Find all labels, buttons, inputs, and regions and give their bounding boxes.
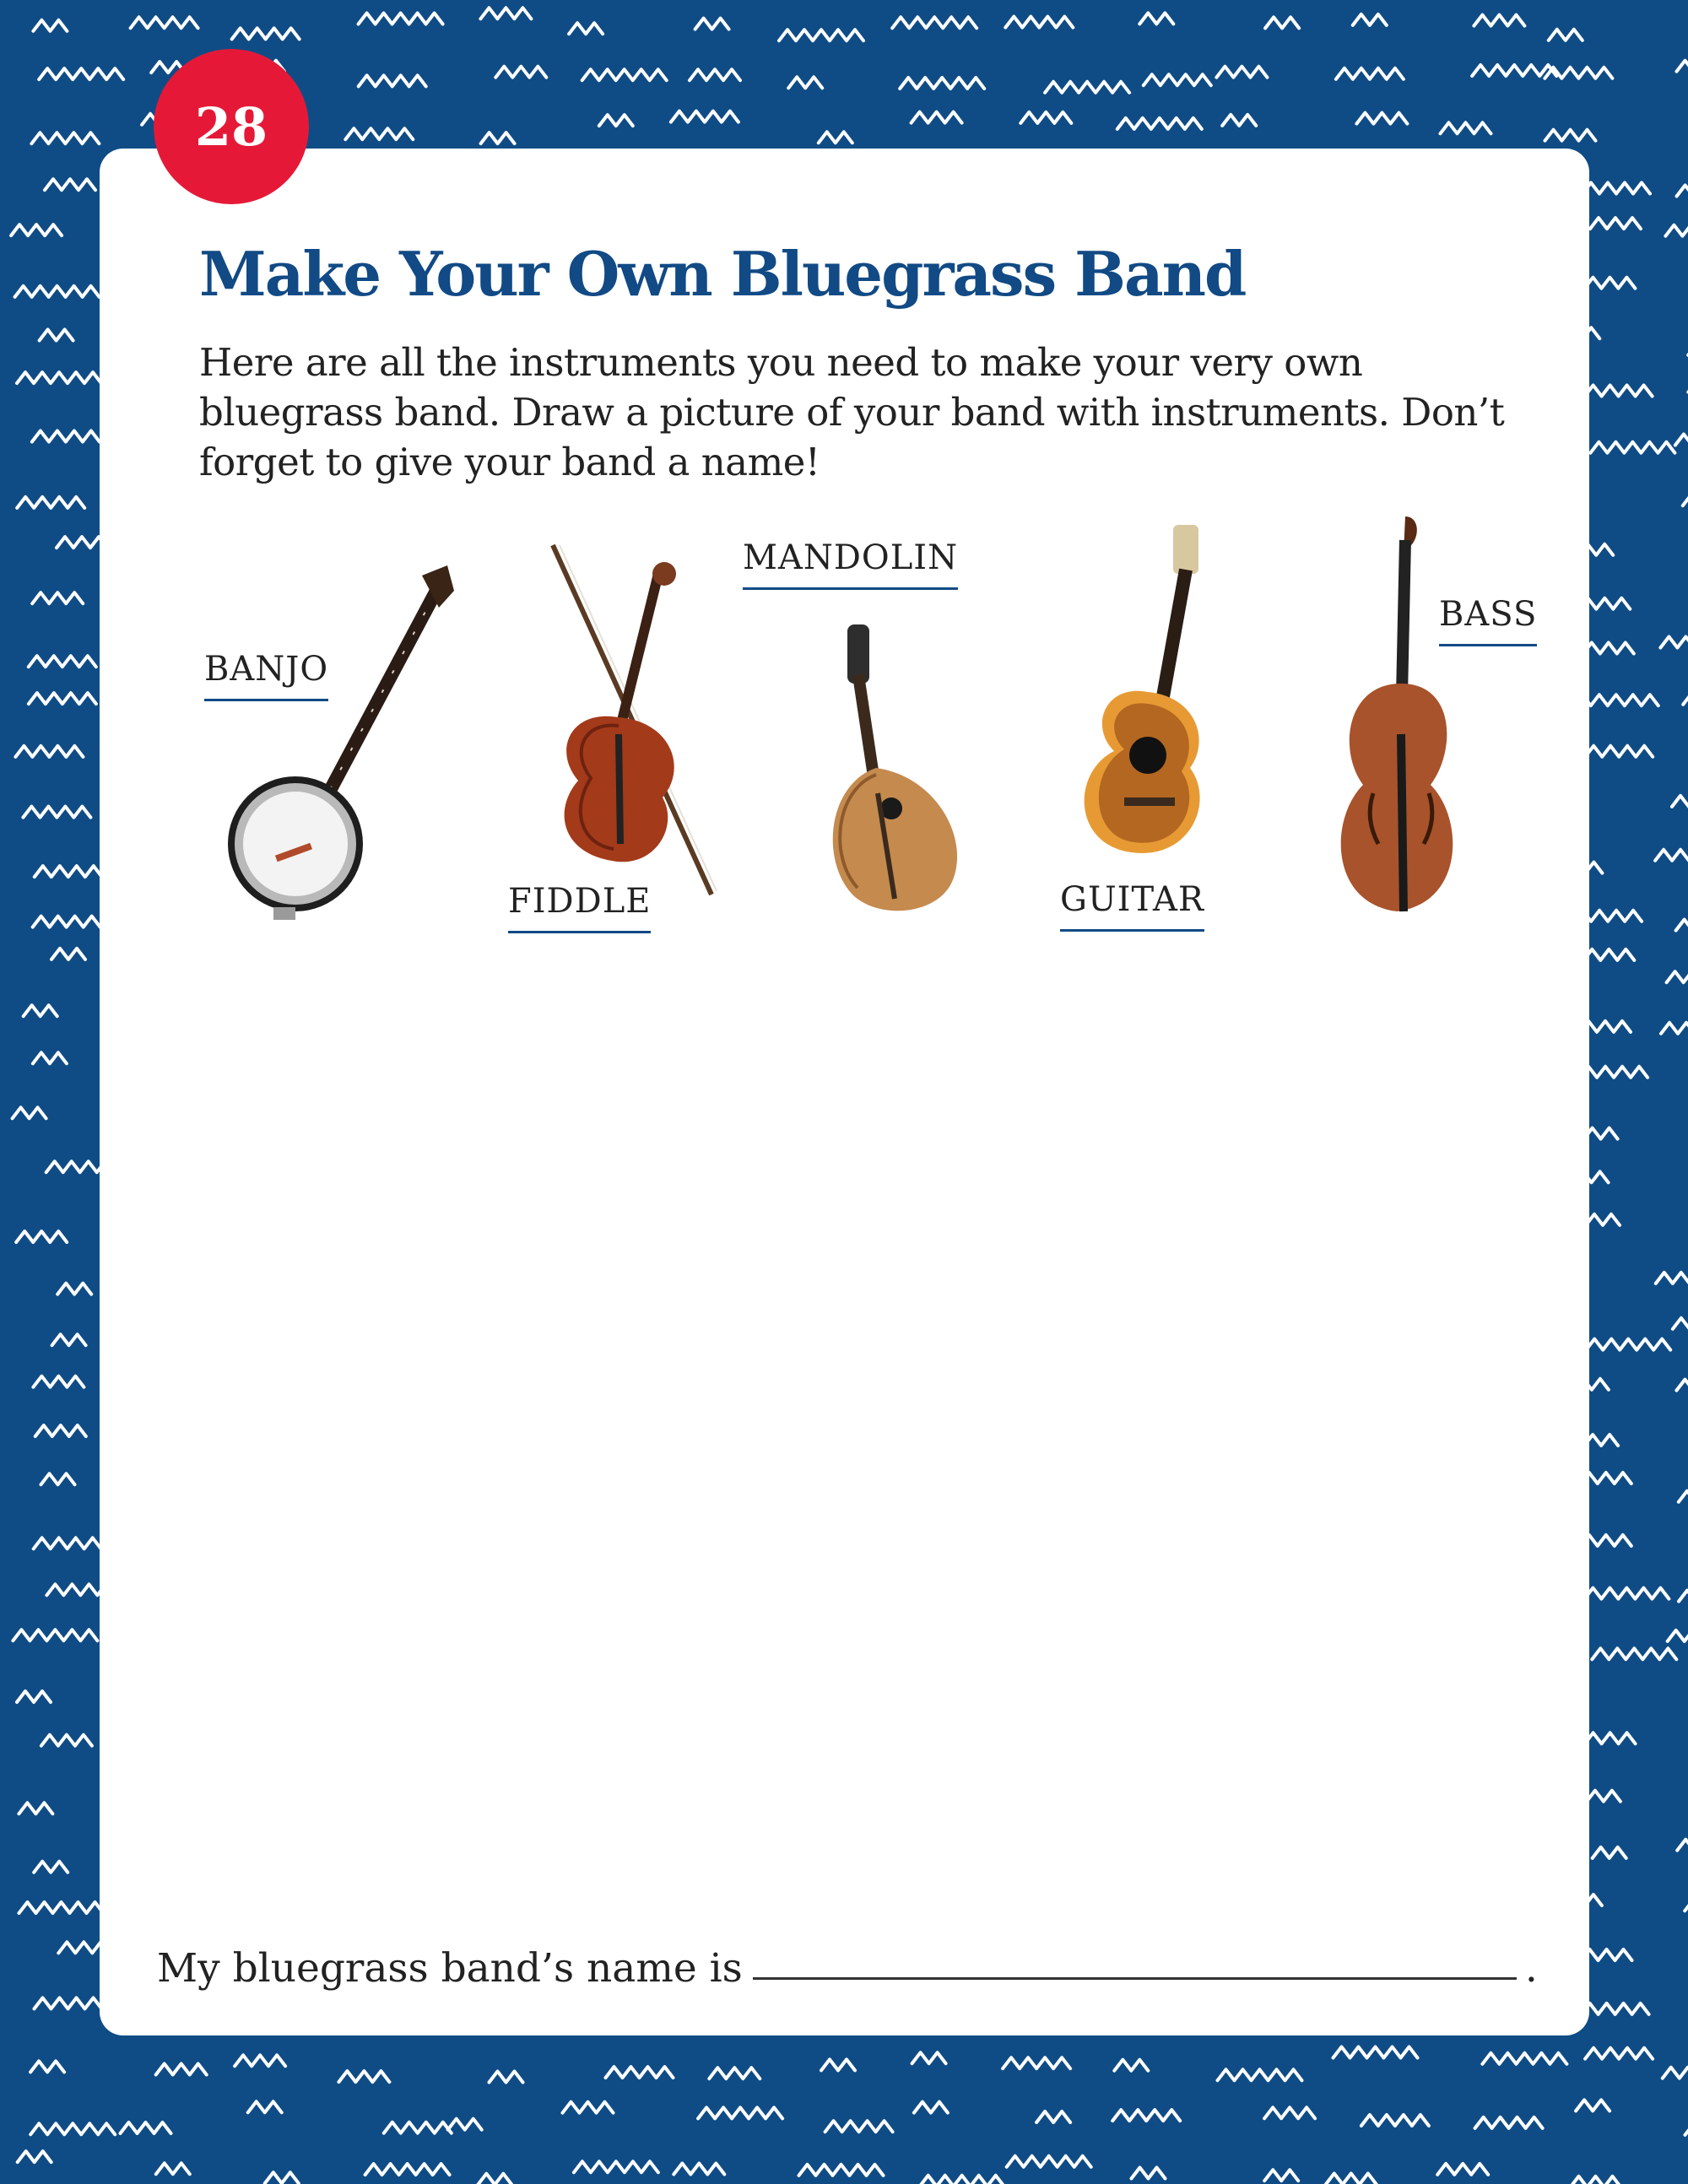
zigzag-scribble (1264, 2107, 1315, 2118)
zigzag-scribble (1672, 796, 1688, 807)
zigzag-scribble (16, 1231, 67, 1242)
fiddle-label: FIDDLE (508, 882, 651, 933)
zigzag-scribble (1685, 1900, 1688, 1911)
zigzag-scribble (1679, 1591, 1688, 1602)
zigzag-scribble (478, 2174, 511, 2184)
zigzag-scribble (1590, 218, 1641, 229)
zigzag-scribble (1677, 1840, 1688, 1851)
zigzag-scribble (1668, 1630, 1688, 1641)
page-number: 28 (194, 95, 268, 158)
zigzag-scribble (235, 2055, 285, 2066)
zigzag-scribble (1677, 186, 1688, 197)
zigzag-scribble (1117, 118, 1202, 129)
zigzag-scribble (1334, 2047, 1418, 2058)
zigzag-scribble (1576, 2100, 1610, 2111)
zigzag-scribble (1475, 2117, 1543, 2128)
banjo-image (221, 565, 457, 920)
zigzag-scribble (1007, 2156, 1091, 2167)
zigzag-scribble (15, 746, 83, 757)
zigzag-scribble (232, 28, 300, 39)
zigzag-scribble (671, 111, 738, 122)
zigzag-scribble (1545, 130, 1596, 141)
zigzag-scribble (1036, 2111, 1070, 2122)
zigzag-scribble (1474, 15, 1524, 26)
zigzag-scribble (248, 2101, 282, 2112)
zigzag-scribble (599, 115, 633, 126)
zigzag-scribble (709, 2068, 760, 2079)
mandolin-label: MANDOLIN (743, 538, 958, 590)
zigzag-scribble (495, 67, 546, 78)
guitar-image (1063, 523, 1215, 861)
zigzag-scribble (606, 2067, 674, 2078)
zigzag-scribble (569, 23, 603, 34)
zigzag-scribble (31, 132, 99, 143)
zigzag-scribble (1472, 65, 1556, 76)
zigzag-scribble (17, 1691, 51, 1702)
zigzag-scribble (1216, 67, 1267, 78)
zigzag-scribble (825, 2121, 893, 2132)
zigzag-scribble (1139, 13, 1173, 24)
zigzag-scribble (1020, 112, 1071, 123)
zigzag-scribble (582, 69, 667, 80)
zigzag-scribble (131, 17, 198, 28)
zigzag-scribble (819, 132, 852, 143)
zigzag-scribble (1264, 2170, 1298, 2181)
zigzag-scribble (480, 8, 531, 19)
band-name-prompt (157, 1945, 1538, 1992)
zigzag-scribble (45, 179, 95, 190)
zigzag-scribble (799, 2165, 884, 2176)
page-title: Make Your Own Bluegrass Band (199, 238, 1246, 310)
zigzag-scribble (13, 1630, 97, 1641)
zigzag-scribble (51, 949, 85, 960)
zigzag-scribble (1586, 1214, 1620, 1225)
band-name-blank[interactable] (753, 1977, 1517, 1980)
zigzag-scribble (1685, 2124, 1688, 2135)
zigzag-scribble (481, 132, 515, 143)
bass-image (1312, 515, 1481, 920)
zigzag-scribble (920, 2176, 1004, 2184)
zigzag-scribble (15, 286, 100, 297)
zigzag-scribble (1336, 68, 1404, 79)
zigzag-scribble (156, 2064, 207, 2075)
zigzag-scribble (821, 2059, 855, 2070)
zigzag-scribble (39, 68, 123, 79)
zigzag-scribble (11, 224, 62, 235)
zigzag-scribble (1586, 1339, 1670, 1350)
zigzag-scribble (13, 1107, 46, 1118)
banjo-label: BANJO (204, 650, 328, 701)
zigzag-scribble (1003, 2057, 1070, 2068)
zigzag-scribble (1441, 122, 1491, 133)
zigzag-scribble (1353, 14, 1387, 25)
zigzag-scribble (490, 2072, 523, 2083)
zigzag-scribble (57, 1284, 91, 1295)
zigzag-scribble (32, 592, 83, 603)
zigzag-scribble (1677, 61, 1688, 72)
zigzag-scribble (1112, 2110, 1180, 2121)
zigzag-scribble (1661, 1023, 1688, 1034)
zigzag-scribble (1144, 74, 1211, 85)
zigzag-scribble (33, 20, 67, 31)
zigzag-scribble (912, 112, 962, 123)
zigzag-scribble (912, 2052, 946, 2063)
zigzag-scribble (359, 14, 443, 24)
zigzag-scribble (23, 807, 90, 818)
mandolin-image (810, 624, 979, 920)
zigzag-scribble (1585, 2048, 1653, 2059)
zigzag-scribble (40, 330, 73, 341)
zigzag-scribble (1655, 850, 1688, 861)
zigzag-scribble (448, 2119, 482, 2130)
zigzag-scribble (1663, 2068, 1688, 2079)
zigzag-scribble (1584, 1588, 1669, 1599)
zigzag-scribble (33, 916, 100, 927)
zigzag-scribble (29, 693, 96, 704)
zigzag-scribble (338, 2071, 389, 2082)
zigzag-scribble (698, 2107, 782, 2118)
zigzag-scribble (384, 2122, 452, 2133)
zigzag-scribble (35, 1425, 86, 1436)
guitar-label: GUITAR (1060, 880, 1204, 932)
zigzag-scribble (33, 1376, 84, 1387)
zigzag-scribble (674, 2164, 724, 2175)
zigzag-scribble (41, 1735, 92, 1746)
zigzag-scribble (19, 1902, 104, 1913)
zigzag-scribble (156, 2163, 190, 2174)
page-number-badge (154, 49, 309, 204)
zigzag-scribble (1679, 1491, 1688, 1502)
zigzag-scribble (17, 372, 101, 383)
zigzag-scribble (1667, 971, 1688, 982)
zigzag-scribble (1593, 1847, 1626, 1858)
zigzag-scribble (345, 128, 413, 139)
zigzag-scribble (1218, 2069, 1302, 2080)
zigzag-scribble (1665, 225, 1688, 236)
zigzag-scribble (574, 2161, 658, 2172)
zigzag-scribble (900, 78, 984, 89)
zigzag-scribble (18, 2151, 51, 2162)
zigzag-scribble (1673, 1318, 1688, 1329)
zigzag-scribble (24, 1005, 57, 1016)
zigzag-scribble (265, 2172, 299, 2183)
zigzag-scribble (1590, 442, 1674, 453)
zigzag-scribble (1132, 2168, 1166, 2179)
zigzag-scribble (779, 30, 863, 41)
zigzag-scribble (695, 19, 729, 30)
zigzag-scribble (1660, 637, 1688, 648)
zigzag-scribble (1592, 1648, 1676, 1659)
zigzag-scribble (1549, 30, 1582, 41)
zigzag-scribble (1265, 17, 1299, 28)
zigzag-scribble (359, 75, 426, 86)
zigzag-scribble (788, 77, 822, 88)
zigzag-scribble (1676, 920, 1688, 931)
zigzag-scribble (1683, 495, 1688, 505)
zigzag-scribble (1356, 113, 1407, 124)
zigzag-scribble (17, 497, 84, 508)
zigzag-scribble (52, 1334, 86, 1345)
zigzag-scribble (1005, 17, 1073, 28)
zigzag-scribble (34, 1862, 68, 1873)
zigzag-scribble (41, 1473, 75, 1484)
zigzag-scribble (365, 2164, 450, 2175)
zigzag-scribble (121, 2122, 171, 2133)
zigzag-scribble (1114, 2060, 1148, 2071)
zigzag-scribble (914, 2102, 948, 2113)
zigzag-scribble (1583, 643, 1634, 654)
zigzag-scribble (33, 1052, 67, 1063)
zigzag-scribble (1580, 1067, 1647, 1078)
zigzag-scribble (1482, 2053, 1566, 2064)
zigzag-scribble (1361, 2115, 1429, 2126)
zigzag-scribble (29, 656, 96, 667)
zigzag-scribble (1571, 2176, 1621, 2184)
zigzag-scribble (892, 17, 977, 28)
zigzag-scribble (1676, 1380, 1688, 1391)
zigzag-scribble (1656, 1273, 1688, 1284)
zigzag-scribble (563, 2102, 614, 2113)
zigzag-scribble (1326, 2174, 1377, 2184)
zigzag-scribble (1675, 435, 1688, 446)
band-name-period: . (1524, 1945, 1538, 1992)
zigzag-scribble (1683, 694, 1688, 705)
band-name-prompt-text: My bluegrass band’s name is (157, 1945, 743, 1992)
bass-label: BASS (1439, 595, 1537, 646)
intro-text: Here are all the instruments you need to make your very own bluegrass band. Draw a picture of your band with instruments. Don’t forget to give your band a name! (199, 340, 1505, 484)
fiddle-image (519, 540, 722, 911)
zigzag-scribble (690, 69, 740, 80)
zigzag-scribble (1045, 82, 1129, 93)
zigzag-scribble (30, 2061, 64, 2072)
zigzag-scribble (1437, 2164, 1488, 2175)
zigzag-scribble (1582, 183, 1650, 194)
zigzag-scribble (1222, 115, 1256, 126)
zigzag-scribble (30, 2123, 115, 2134)
zigzag-scribble (19, 1803, 52, 1814)
